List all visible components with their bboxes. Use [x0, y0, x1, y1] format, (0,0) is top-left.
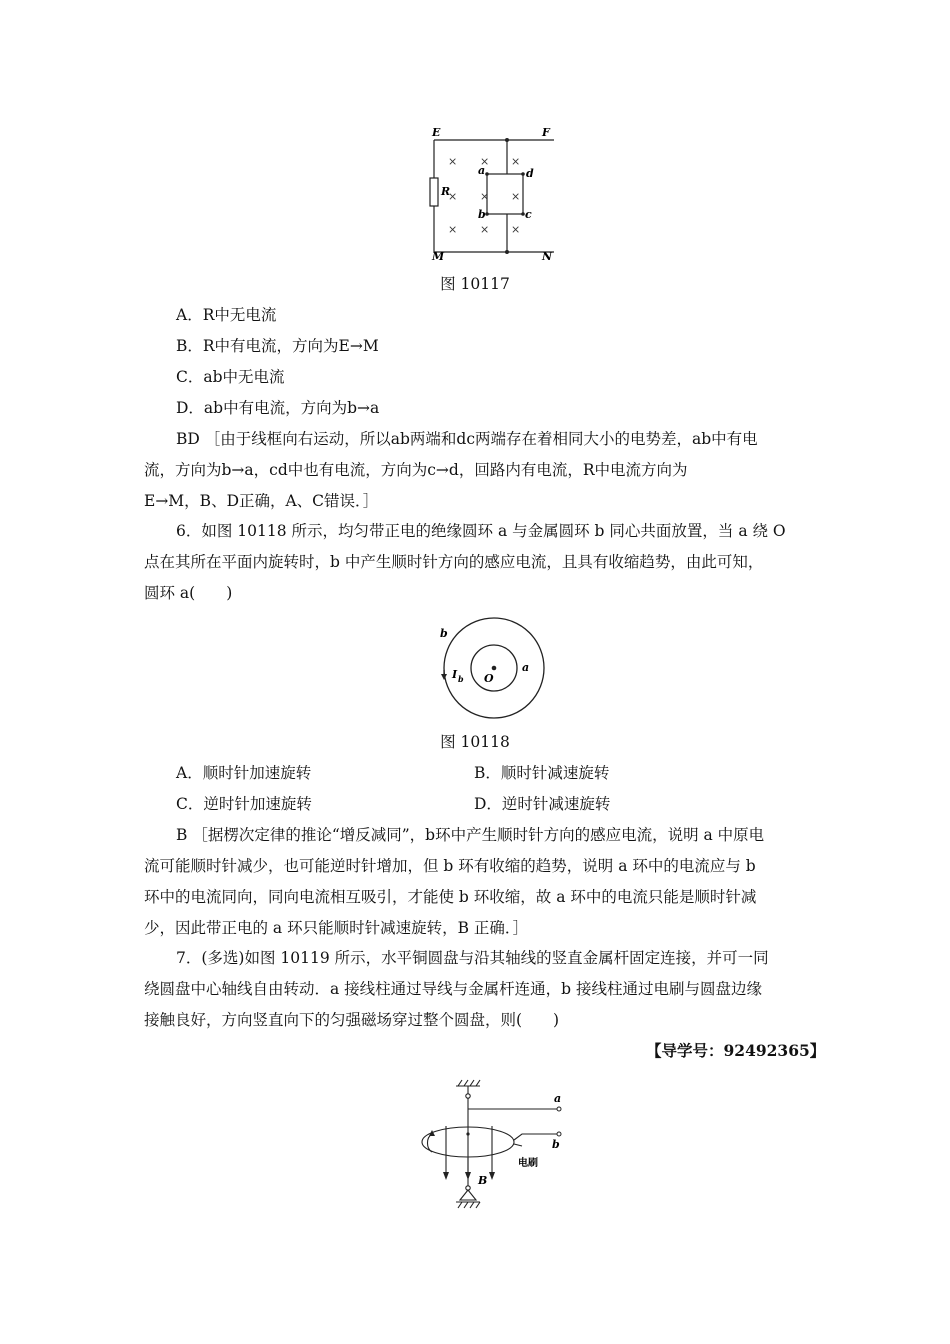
label-N: N: [542, 250, 553, 262]
label-current-Ib: I: [452, 668, 458, 681]
q5-answer-line-1: BD ［由于线框向右运动，所以ab两端和dc两端存在着相同大小的电势差，ab中有电: [176, 430, 758, 448]
figure-caption-10118: 图 10118: [440, 733, 510, 751]
q5-option-b: B．R中有电流，方向为E→M: [176, 337, 379, 355]
label-a: a: [478, 164, 486, 177]
label-F: F: [542, 126, 550, 139]
q6-answer-line-2: 流可能顺时针减少，也可能逆时针增加，但 b 环有收缩的趋势，说明 a 环中的电流应与 b: [144, 857, 756, 875]
label-terminal-b: b: [552, 1138, 560, 1151]
guide-number: 【导学号：92492365】: [646, 1041, 826, 1060]
q7-stem-line-2: 绕圆盘中心轴线自由转动．a 接线柱通过导线与金属杆连通，b 接线柱通过电刷与圆盘边缘: [144, 980, 763, 998]
svg-text:×: ×: [448, 155, 458, 168]
svg-text:×: ×: [480, 223, 490, 236]
q5-option-d: D．ab中有电流，方向为b→a: [176, 399, 380, 417]
label-field-B: B: [478, 1174, 488, 1187]
svg-text:×: ×: [480, 155, 490, 168]
svg-text:×: ×: [480, 190, 490, 203]
label-E: E: [432, 126, 441, 139]
svg-text:×: ×: [511, 223, 521, 236]
q6-stem-line-1: 6．如图 10118 所示，均匀带正电的绝缘圆环 a 与金属圆环 b 同心共面放置，当 a 绕 O: [176, 522, 786, 540]
q5-option-c: C．ab中无电流: [176, 368, 285, 386]
figure-10119: [398, 1074, 582, 1210]
svg-text:×: ×: [448, 190, 458, 203]
q5-answer-line-3: E→M，B、D正确，A、C错误．］: [144, 492, 379, 510]
figure-caption-10117: 图 10117: [440, 275, 510, 293]
label-current-Ib-sub: b: [458, 674, 464, 684]
label-ring-b: b: [440, 627, 448, 640]
q6-answer-line-1: B ［据楞次定律的推论“增反减同”，b环中产生顺时针方向的感应电流，说明 a 中原电: [176, 826, 765, 844]
label-c: c: [525, 208, 532, 221]
figure-10117: [420, 122, 560, 262]
svg-text:×: ×: [511, 190, 521, 203]
q5-option-a: A．R中无电流: [176, 306, 277, 324]
figure-10118: [430, 612, 554, 724]
q6-stem-line-2: 点在其所在平面内旋转时，b 中产生顺时针方向的感应电流，且具有收缩趋势，由此可知，: [144, 553, 764, 571]
label-center-O: O: [484, 672, 494, 685]
label-d: d: [526, 167, 534, 180]
svg-text:×: ×: [511, 155, 521, 168]
label-R: R: [441, 185, 451, 198]
q6-option-c: C．逆时针加速旋转: [176, 795, 312, 813]
q6-answer-line-3: 环中的电流同向，同向电流相互吸引，才能使 b 环收缩，故 a 环中的电流只能是顺时针减: [144, 888, 757, 906]
q5-answer-line-2: 流，方向为b→a，cd中也有电流，方向为c→d，回路内有电流，R中电流方向为: [144, 461, 688, 479]
label-brush: 电刷: [518, 1158, 538, 1169]
label-terminal-a: a: [554, 1092, 562, 1105]
q6-stem-line-3: 圆环 a( ): [144, 584, 233, 602]
label-ring-a: a: [522, 661, 530, 674]
q7-stem-line-1: 7．(多选)如图 10119 所示，水平铜圆盘与沿其轴线的竖直金属杆固定连接，并可一同: [176, 949, 769, 967]
q6-answer-line-4: 少，因此带正电的 a 环只能顺时针减速旋转，B 正确．］: [144, 919, 529, 937]
q6-option-a: A．顺时针加速旋转: [176, 764, 312, 782]
svg-text:×: ×: [448, 223, 458, 236]
q6-option-d: D．逆时针减速旋转: [474, 795, 611, 813]
label-M: M: [432, 250, 445, 262]
q6-option-b: B．顺时针减速旋转: [474, 764, 610, 782]
label-b: b: [478, 208, 486, 221]
q7-stem-line-3: 接触良好，方向竖直向下的匀强磁场穿过整个圆盘，则( ): [144, 1011, 560, 1029]
